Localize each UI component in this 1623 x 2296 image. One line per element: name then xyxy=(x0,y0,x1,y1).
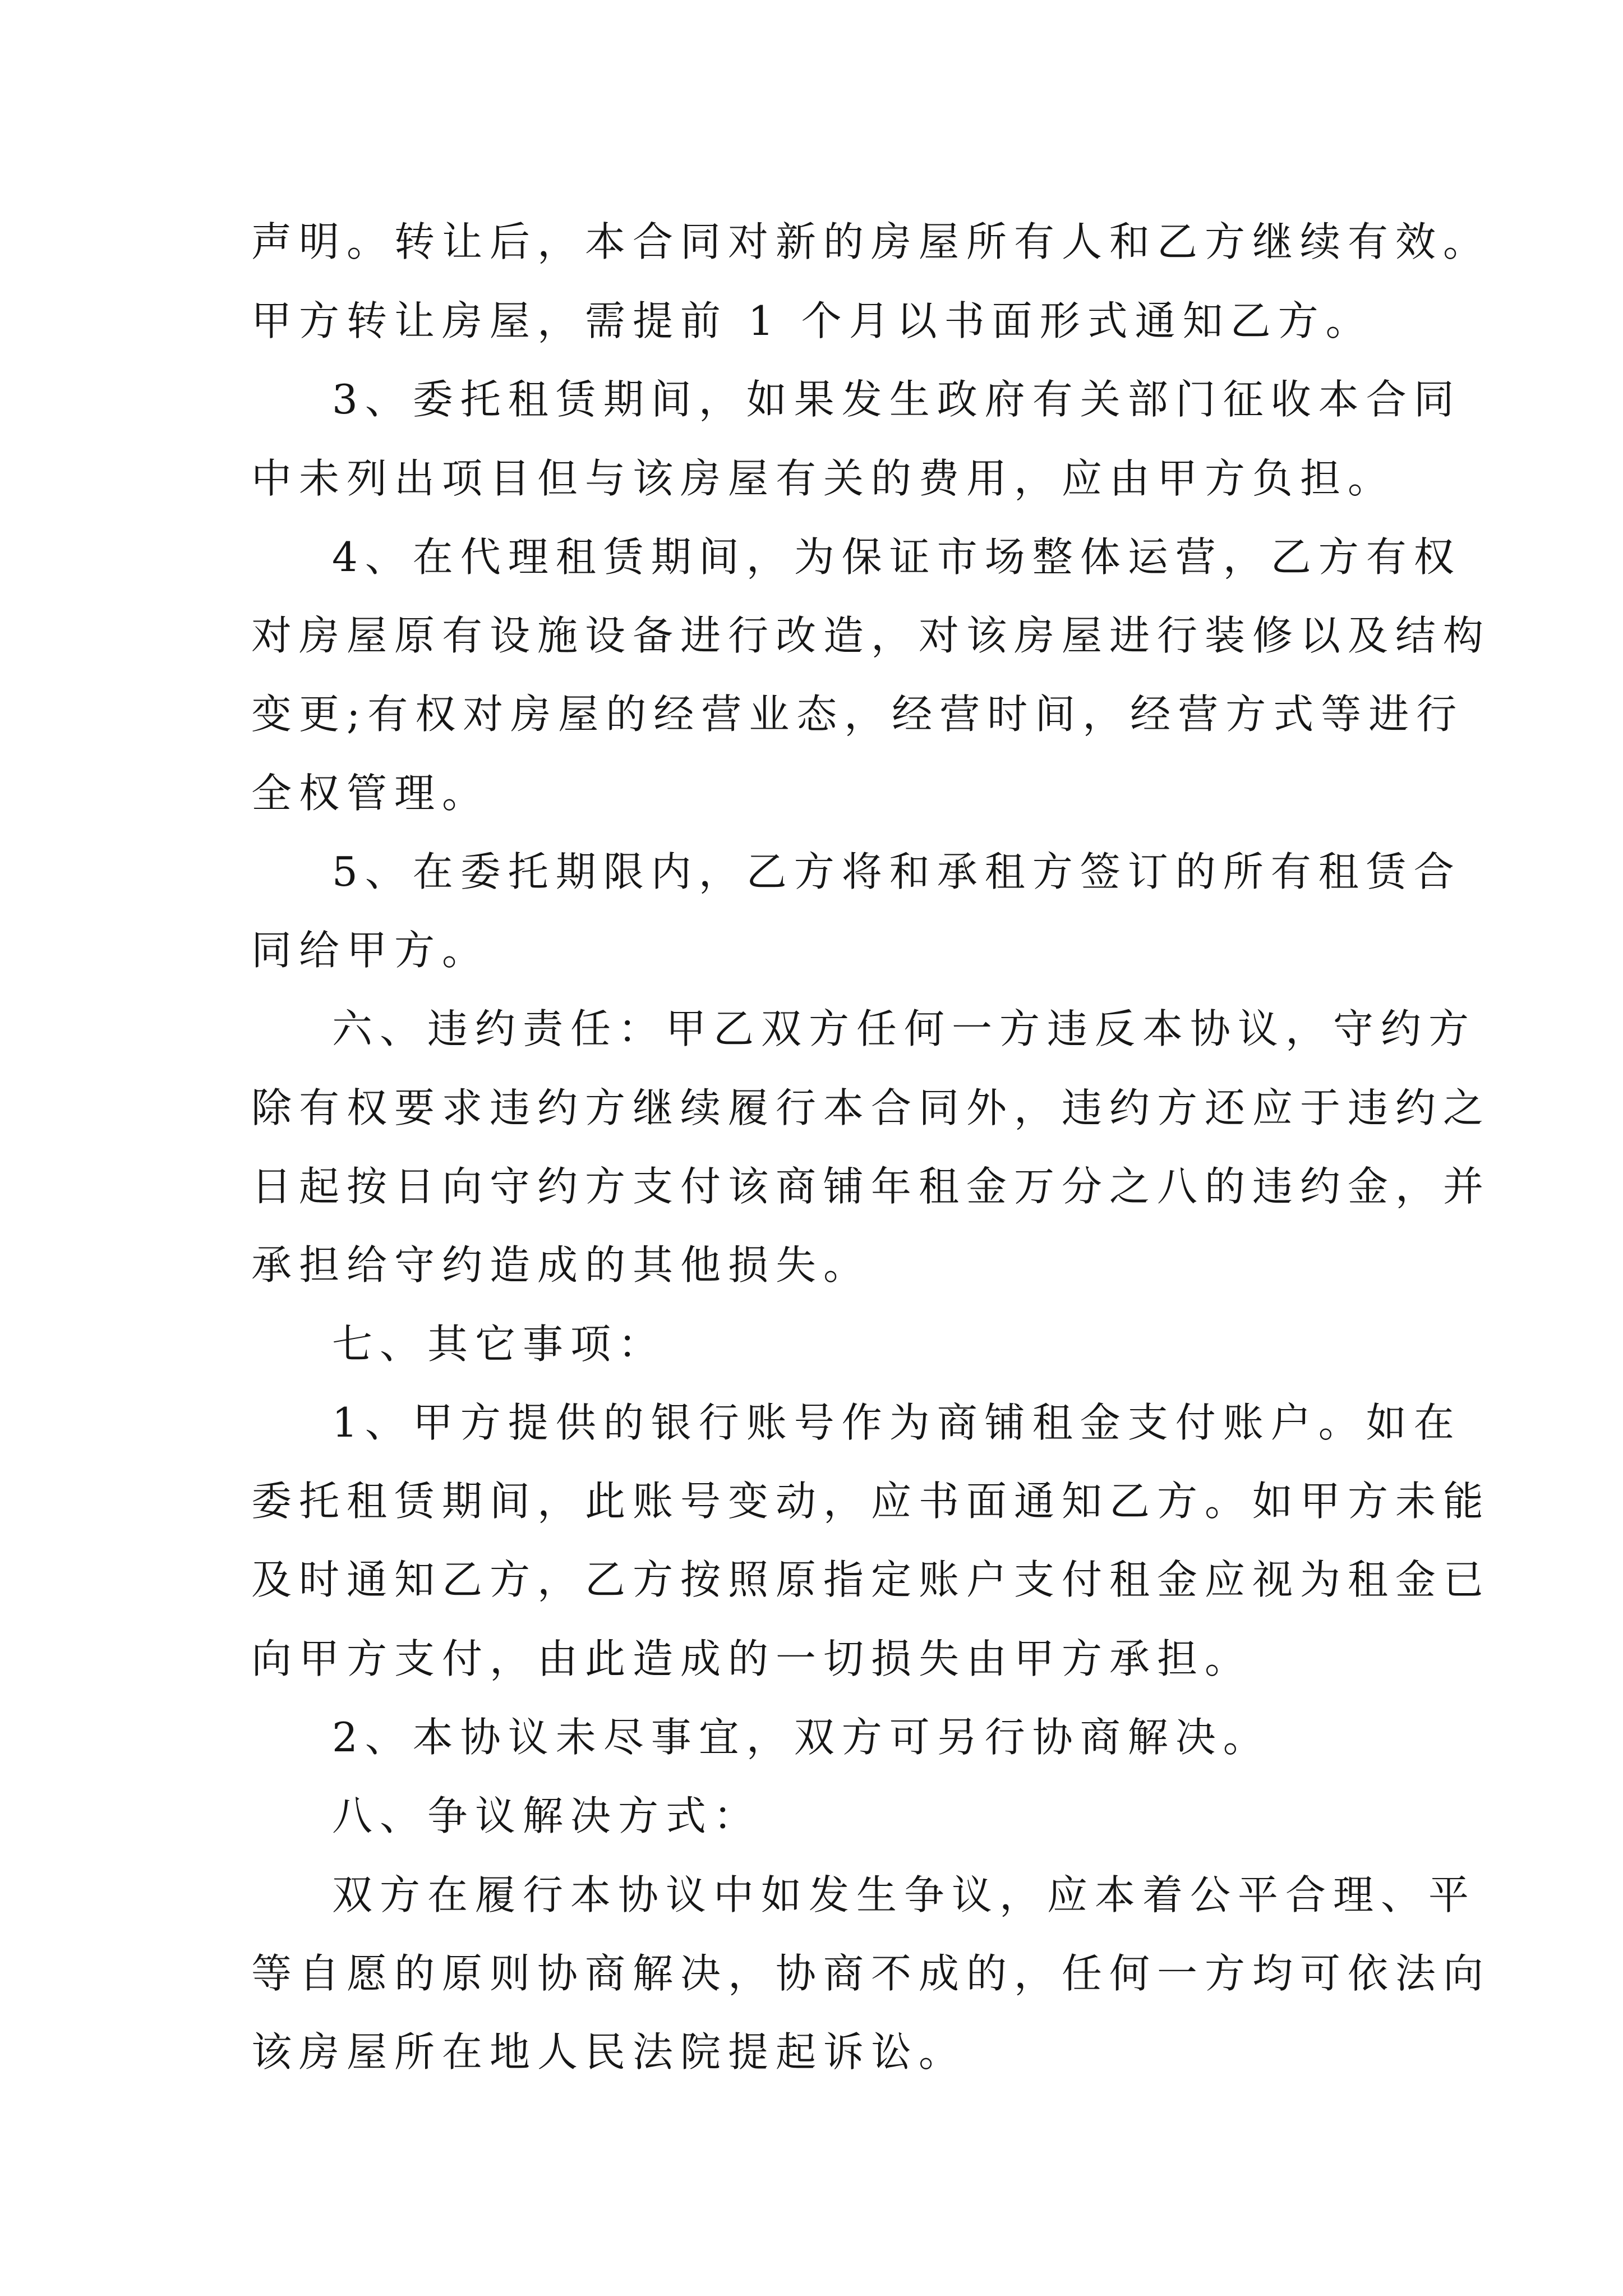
section-heading: 八、争议解决方式： xyxy=(332,1792,762,1839)
text-line: 全权管理。 xyxy=(251,770,490,817)
text-line: 甲方转让房屋，需提前 1 个月以书面形式通知乙方。 xyxy=(251,297,1373,344)
text-line: 中未列出项目但与该房屋有关的费用，应由甲方负担。 xyxy=(251,455,1396,502)
text-line: 除有权要求违约方继续履行本合同外，违约方还应于违约之 xyxy=(251,1084,1491,1131)
text-line: 5、在委托期限内，乙方将和承租方签订的所有租赁合 xyxy=(332,848,1461,895)
text-line: 对房屋原有设施设备进行改造，对该房屋进行装修以及结构 xyxy=(251,612,1491,659)
text-line: 日起按日向守约方支付该商铺年租金万分之八的违约金，并 xyxy=(251,1163,1491,1210)
text-line: 委托租赁期间，此账号变动，应书面通知乙方。如甲方未能 xyxy=(251,1478,1491,1525)
text-line: 同给甲方。 xyxy=(251,927,490,974)
text-line: 4、在代理租赁期间，为保证市场整体运营，乙方有权 xyxy=(332,533,1461,581)
text-line: 等自愿的原则协商解决，协商不成的，任何一方均可依法向 xyxy=(251,1950,1491,1997)
text-line: 3、委托租赁期间，如果发生政府有关部门征收本合同 xyxy=(332,376,1461,423)
text-line: 向甲方支付，由此造成的一切损失由甲方承担。 xyxy=(251,1635,1253,1682)
text-line: 及时通知乙方，乙方按照原指定账户支付租金应视为租金已 xyxy=(251,1556,1491,1603)
text-line: 六、违约责任：甲乙双方任何一方违反本协议，守约方 xyxy=(332,1005,1477,1052)
text-line: 该房屋所在地人民法院提起诉讼。 xyxy=(251,2028,967,2076)
text-line: 2、本协议未尽事宜，双方可另行协商解决。 xyxy=(332,1714,1271,1761)
text-line: 1、甲方提供的银行账号作为商铺租金支付账户。如在 xyxy=(332,1399,1461,1446)
text-line: 声明。转让后，本合同对新的房屋所有人和乙方继续有效。 xyxy=(251,218,1491,265)
text-line: 承担给守约造成的其他损失。 xyxy=(251,1241,872,1289)
section-heading: 七、其它事项： xyxy=(332,1320,666,1368)
text-line: 变更;有权对房屋的经营业态，经营时间，经营方式等进行 xyxy=(251,691,1464,738)
text-line: 双方在履行本协议中如发生争议，应本着公平合理、平 xyxy=(332,1871,1477,1918)
